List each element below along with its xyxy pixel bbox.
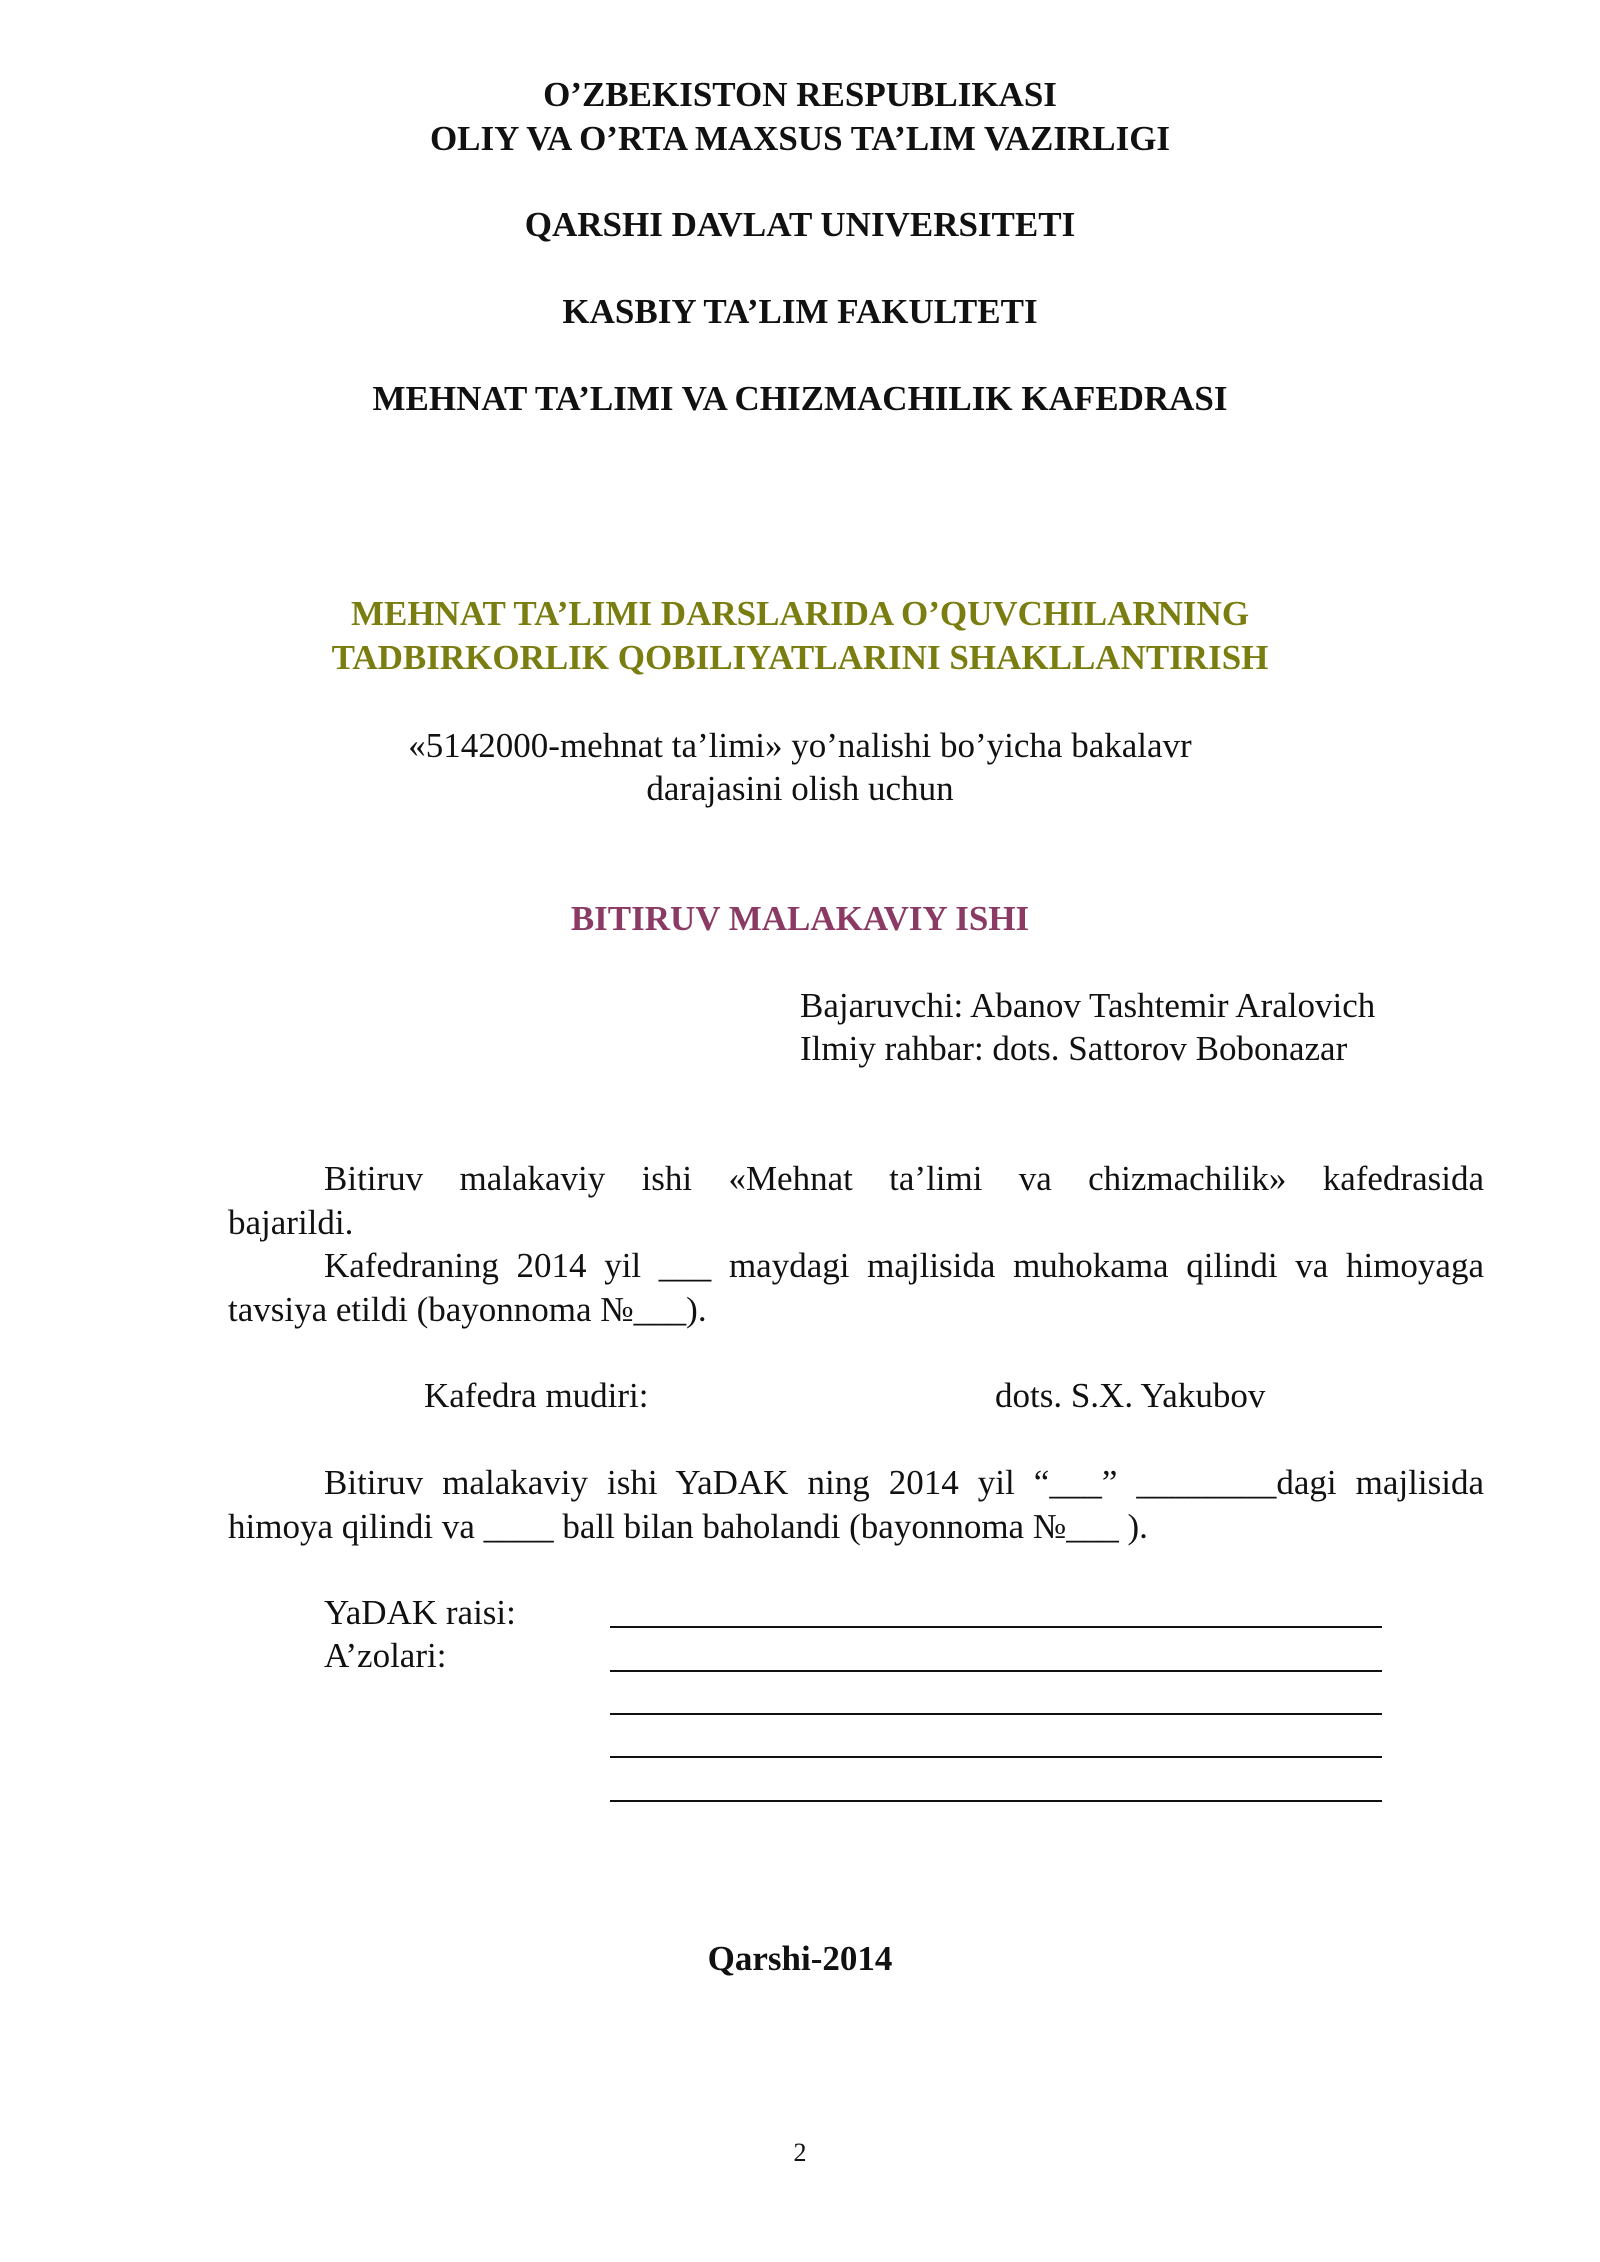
chair-signature-line bbox=[610, 1626, 1382, 1628]
commission-members-label: A’zolari: bbox=[324, 1636, 447, 1675]
faculty-heading: KASBIY TA’LIM FAKULTETI bbox=[562, 292, 1038, 331]
member-signature-line bbox=[610, 1713, 1382, 1715]
completion-paragraph-line-2: bajarildi. bbox=[228, 1203, 354, 1242]
head-of-department-name: dots. S.X. Yakubov bbox=[995, 1376, 1266, 1415]
thesis-title-line-2: TADBIRKORLIK QOBILIYATLARINI SHAKLLANTIRISH bbox=[331, 638, 1269, 677]
member-signature-line bbox=[610, 1670, 1382, 1672]
republic-heading: O’ZBEKISTON RESPUBLIKASI bbox=[543, 75, 1057, 114]
work-type-heading: BITIRUV MALAKAVIY ISHI bbox=[570, 899, 1030, 938]
discussion-paragraph-line-1: Kafedraning 2014 yil ___ maydagi majlisida muhokama qilindi va himoyaga bbox=[324, 1246, 1484, 1285]
degree-purpose-line-1: «5142000-mehnat ta’limi» yo’nalishi bo’yicha bakalavr bbox=[408, 726, 1192, 765]
thesis-title-line-1: MEHNAT TA’LIMI DARSLARIDA O’QUVCHILARNING bbox=[350, 594, 1250, 633]
defense-paragraph-line-1: Bitiruv malakaviy ishi YaDAK ning 2014 yil “___” ________dagi majlisida bbox=[324, 1463, 1484, 1502]
department-heading: MEHNAT TA’LIMI VA CHIZMACHILIK KAFEDRASI bbox=[372, 379, 1228, 418]
completion-paragraph-line-1: Bitiruv malakaviy ishi «Mehnat ta’limi va chizmachilik» kafedrasida bbox=[324, 1159, 1484, 1198]
member-signature-line bbox=[610, 1756, 1382, 1758]
place-and-year: Qarshi-2014 bbox=[707, 1939, 893, 1978]
defense-paragraph-line-2: himoya qilindi va ____ ball bilan baholandi (bayonnoma №___ ). bbox=[228, 1507, 1148, 1546]
page-number: 2 bbox=[793, 2138, 807, 2167]
university-heading: QARSHI DAVLAT UNIVERSITETI bbox=[524, 205, 1076, 244]
performer-line: Bajaruvchi: Abanov Tashtemir Aralovich bbox=[800, 986, 1376, 1025]
supervisor-line: Ilmiy rahbar: dots. Sattorov Bobonazar bbox=[800, 1029, 1348, 1068]
ministry-heading: OLIY VA O’RTA MAXSUS TA’LIM VAZIRLIGI bbox=[429, 119, 1171, 158]
degree-purpose-line-2: darajasini olish uchun bbox=[646, 769, 954, 808]
head-of-department-label: Kafedra mudiri: bbox=[424, 1376, 649, 1415]
commission-chair-label: YaDAK raisi: bbox=[324, 1593, 516, 1632]
discussion-paragraph-line-2: tavsiya etildi (bayonnoma №___). bbox=[228, 1290, 707, 1329]
member-signature-line bbox=[610, 1800, 1382, 1802]
